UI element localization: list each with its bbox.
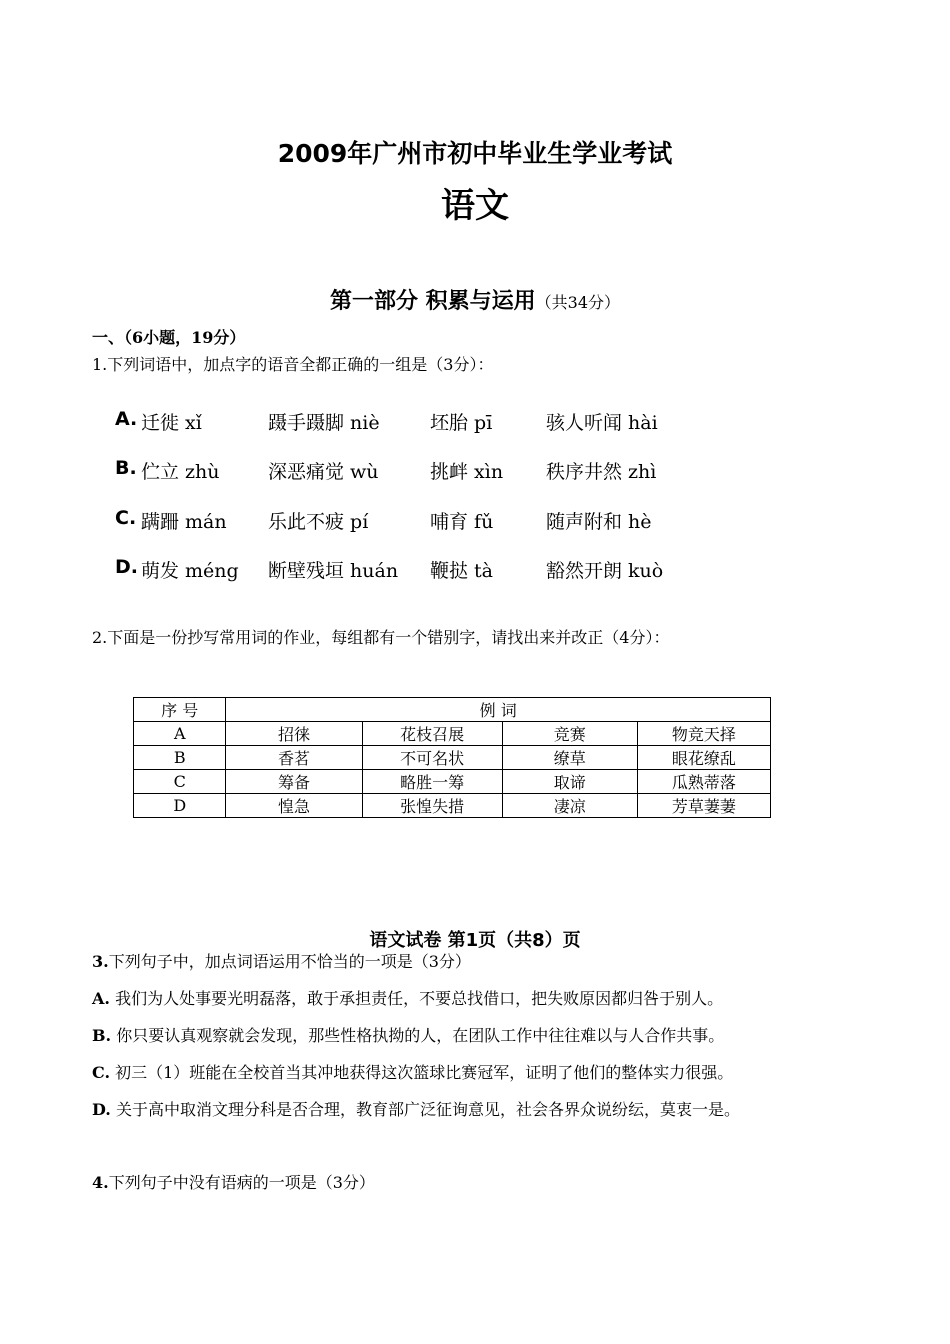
table-cell: 芳草萋萋 bbox=[637, 794, 770, 818]
question-3-choice-a bbox=[92, 986, 723, 1009]
table-header-row bbox=[134, 698, 771, 722]
question-3-prompt bbox=[92, 949, 471, 972]
table-cell: 招徕 bbox=[226, 722, 362, 746]
table-cell: 凄凉 bbox=[502, 794, 637, 818]
table-cell: 花枝召展 bbox=[362, 722, 502, 746]
option-item: 深恶痛觉 wù bbox=[268, 461, 379, 483]
table-header-serial: 序 号 bbox=[134, 698, 226, 722]
question-text: 下列句子中，加点词语运用不恰当的一项是（3分） bbox=[108, 952, 471, 971]
option-item: 哺育 fǔ bbox=[430, 511, 494, 533]
exam-subject: 语文 bbox=[441, 186, 509, 226]
choice-text: 初三（1）班能在全校首当其冲地获得这次篮球比赛冠军，证明了他们的整体实力很强。 bbox=[115, 1063, 734, 1082]
option-item: 秩序井然 zhì bbox=[546, 461, 657, 483]
question-3-choice-d bbox=[92, 1097, 740, 1120]
question-3-choice-c bbox=[92, 1060, 733, 1083]
section-detail: （6小题，19分） bbox=[124, 328, 246, 347]
question-3-choice-b bbox=[92, 1023, 724, 1046]
option-item: 挑衅 xìn bbox=[430, 461, 504, 483]
choice-text: 你只要认真观察就会发现，那些性格执拗的人，在团队工作中往往难以与人合作共事。 bbox=[116, 1026, 725, 1045]
option-item: 迁徙 xǐ bbox=[141, 412, 202, 434]
table-cell: 筹备 bbox=[226, 770, 362, 794]
table-cell: 竞赛 bbox=[502, 722, 637, 746]
question-2-prompt: 2.下面是一份抄写常用词的作业，每组都有一个错别字，请找出来并改正（4分）： bbox=[92, 628, 670, 647]
table-cell: 香茗 bbox=[226, 746, 362, 770]
table-cell: 瓜熟蒂落 bbox=[637, 770, 770, 794]
table-cell-serial: B bbox=[134, 746, 226, 770]
option-item: 断壁残垣 huán bbox=[268, 560, 399, 582]
question-number: 4. bbox=[92, 1173, 109, 1192]
choice-letter: D. bbox=[92, 1100, 111, 1119]
question-4-prompt bbox=[92, 1170, 375, 1193]
table-row bbox=[134, 722, 771, 746]
table-cell: 物竞天择 bbox=[637, 722, 770, 746]
choice-text: 关于高中取消文理分科是否合理，教育部广泛征询意见，社会各界众说纷纭，莫衷一是。 bbox=[115, 1100, 740, 1119]
option-item: 萌发 méng bbox=[141, 560, 239, 582]
option-letter: D. bbox=[115, 556, 138, 578]
option-letter: C. bbox=[115, 507, 137, 529]
part-points: （共34分） bbox=[535, 293, 621, 312]
table-cell: 缭草 bbox=[502, 746, 637, 770]
option-item: 鞭挞 tà bbox=[430, 560, 494, 582]
table-cell-serial: C bbox=[134, 770, 226, 794]
page-footer: 语文试卷 第1页（共8）页 bbox=[369, 930, 581, 951]
choice-text: 我们为人处事要光明磊落，敢于承担责任，不要总找借口，把失败原因都归咎于别人。 bbox=[115, 989, 724, 1008]
option-item: 蹑手蹑脚 niè bbox=[268, 412, 380, 434]
table-cell: 略胜一筹 bbox=[362, 770, 502, 794]
exam-title: 2009年广州市初中毕业生学业考试 bbox=[277, 139, 673, 168]
question-1-prompt: 1.下列词语中，加点字的语音全都正确的一组是（3分）： bbox=[92, 355, 494, 374]
choice-letter: B. bbox=[92, 1026, 112, 1045]
section-number: 一、 bbox=[92, 328, 125, 347]
table-cell: 不可名状 bbox=[362, 746, 502, 770]
option-item: 蹒跚 mán bbox=[141, 511, 227, 533]
choice-letter: C. bbox=[92, 1063, 111, 1082]
word-table bbox=[133, 697, 771, 818]
option-item: 伫立 zhù bbox=[141, 461, 220, 483]
table-cell: 张惶失措 bbox=[362, 794, 502, 818]
table-row bbox=[134, 746, 771, 770]
option-item: 骇人听闻 hài bbox=[546, 412, 658, 434]
choice-letter: A. bbox=[92, 989, 110, 1008]
option-item: 乐此不疲 pí bbox=[268, 511, 369, 533]
part-title: 第一部分 积累与运用 bbox=[329, 289, 536, 314]
table-cell-serial: A bbox=[134, 722, 226, 746]
question-number: 3. bbox=[92, 952, 109, 971]
table-row bbox=[134, 770, 771, 794]
option-item: 坯胎 pī bbox=[430, 412, 493, 434]
option-letter: B. bbox=[115, 457, 137, 479]
part-heading bbox=[0, 284, 950, 315]
option-item: 豁然开朗 kuò bbox=[546, 560, 664, 582]
table-row bbox=[134, 794, 771, 818]
section-heading bbox=[92, 325, 245, 348]
table-cell-serial: D bbox=[134, 794, 226, 818]
option-letter: A. bbox=[115, 408, 138, 430]
table-header-words: 例 词 bbox=[226, 698, 771, 722]
question-text: 下列句子中没有语病的一项是（3分） bbox=[108, 1173, 375, 1192]
table-cell: 眼花缭乱 bbox=[637, 746, 770, 770]
table-cell: 惶急 bbox=[226, 794, 362, 818]
option-item: 随声附和 hè bbox=[546, 511, 652, 533]
table-cell: 取谛 bbox=[502, 770, 637, 794]
